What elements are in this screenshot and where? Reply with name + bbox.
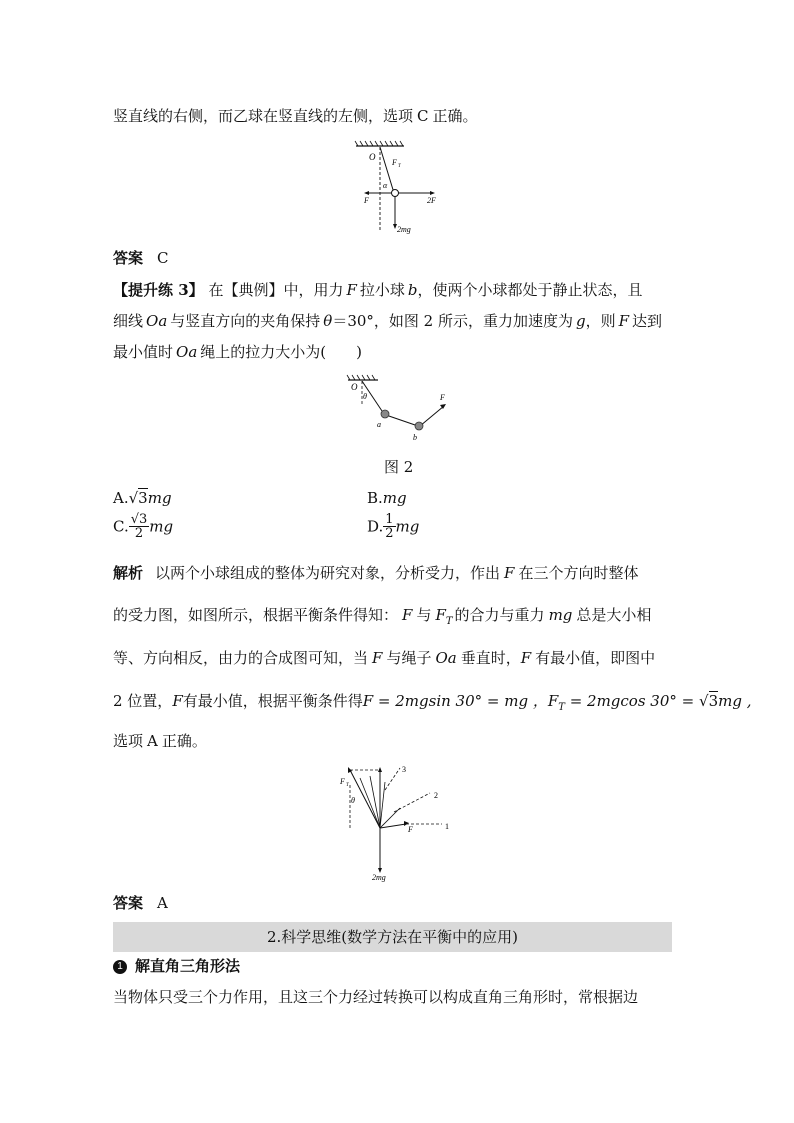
- number-badge: 1: [113, 960, 127, 974]
- solution-line-1: 解析 以两个小球组成的整体为研究对象，分析受力，作出 F 在三个方向时整体: [113, 564, 639, 582]
- figure-1-force-diagram: [340, 140, 460, 240]
- subheading: 1 解直角三角形法: [113, 956, 240, 976]
- fig2-label-O: O: [351, 382, 358, 392]
- fig2-label-b: b: [413, 433, 417, 442]
- question-line-3: 最小值时 Oa 绳上的拉力大小为( ): [113, 343, 362, 361]
- svg-text:T: T: [346, 783, 349, 788]
- fig3-label-1: 1: [445, 822, 449, 831]
- question-line-2: 细线 Oa 与竖直方向的夹角保持 θ＝30°，如图 2 所示，重力加速度为 g，则 F 达到: [113, 312, 663, 330]
- fig3-label-F: F: [408, 825, 413, 834]
- fig3-label-FT: F: [340, 777, 345, 786]
- fig1-label-alpha: α: [383, 181, 388, 190]
- svg-text:T: T: [398, 164, 401, 169]
- fig1-label-O: O: [369, 152, 376, 162]
- fig2-label-a: a: [377, 420, 381, 429]
- solution-line-3: 等、方向相反，由力的合成图可知，当 F 与绳子 Oa 垂直时，F 有最小值，即图中: [113, 649, 656, 667]
- figure-2-caption: 图 2: [384, 458, 414, 476]
- fig3-label-3: 3: [402, 765, 406, 774]
- fig3-label-theta: θ: [351, 796, 355, 805]
- fig3-label-2mg: 2mg: [372, 873, 386, 882]
- option-d: D. $\frac{1}{2}$ mg: [367, 512, 420, 541]
- section-title-bar: 2.科学思维(数学方法在平衡中的应用): [113, 922, 672, 952]
- fig1-label-F: F: [364, 196, 369, 205]
- answer-1: 答案 C: [113, 249, 169, 267]
- option-b: B.mg: [367, 489, 407, 507]
- paragraph-continuation: 竖直线的右侧，而乙球在竖直线的左侧，选项 C 正确。: [113, 107, 478, 125]
- figure-3-force-composition: [330, 760, 470, 885]
- option-c: C. $\frac{√3}{2}$ mg: [113, 512, 174, 541]
- fig1-label-2F: 2F: [427, 196, 436, 205]
- paragraph-last: 当物体只受三个力作用，且这三个力经过转换可以构成直角三角形时，常根据边: [113, 988, 639, 1006]
- solution-line-4: 2 位置，F有最小值，根据平衡条件得F = 2mgsin 30° = mg ，$F_T = 2mgcos$ 30° = √3mg ,: [113, 692, 752, 713]
- fig1-label-2mg: 2mg: [397, 225, 411, 234]
- fig3-label-2: 2: [434, 791, 438, 800]
- answer-2: 答案 A: [113, 894, 168, 912]
- fig2-label-theta: θ: [363, 392, 367, 401]
- solution-label: 解析: [113, 564, 144, 582]
- solution-line-5: 选项 A 正确。: [113, 732, 207, 750]
- fig1-label-FT: F: [392, 158, 397, 167]
- figure-2-two-balls: [340, 374, 460, 444]
- fig2-label-F: F: [440, 393, 445, 402]
- option-a: A.√3mg: [113, 489, 172, 507]
- solution-line-2: 的受力图，如图所示，根据平衡条件得知： F 与 $F_T$ 的合力与重力 mg 总是大小相: [113, 606, 652, 627]
- question-line-1: 【提升练 3】 在【典例】中，用力 F 拉小球 b，使两个小球都处于静止状态，且: [113, 281, 643, 299]
- question-tag: 【提升练 3】: [113, 281, 204, 299]
